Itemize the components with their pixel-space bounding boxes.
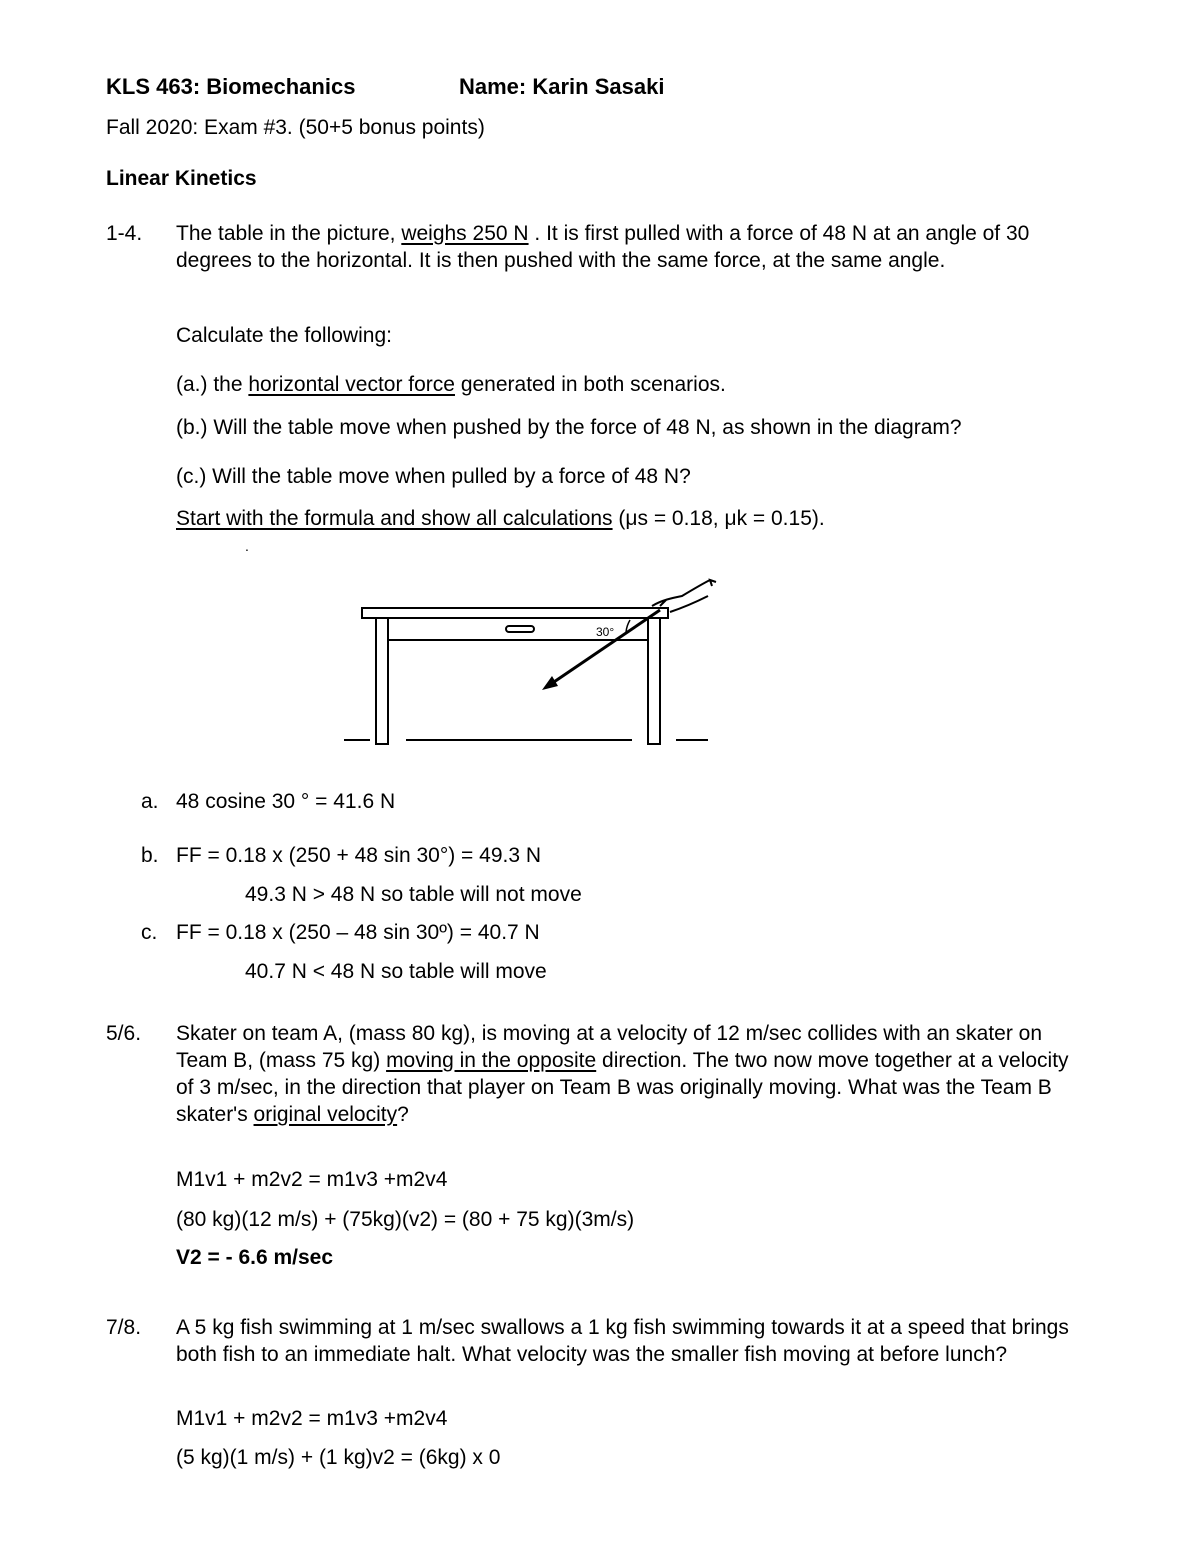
stray-dot: . [245, 538, 249, 554]
answer-c-note: 40.7 N < 48 N so table will move [245, 960, 547, 983]
table-leg-left [376, 618, 388, 744]
answer-b-note: 49.3 N > 48 N so table will not move [245, 883, 582, 906]
subquestion-c: (c.) Will the table move when pulled by a force of 48 N? [176, 465, 691, 488]
answer-a: 48 cosine 30 ° = 41.6 N [176, 790, 396, 813]
subquestion-b: (b.) Will the table move when pushed by the force of 48 N, as shown in the diagram? [176, 416, 962, 439]
question-text [176, 1020, 1071, 1128]
exam-info: Fall 2020: Exam #3. (50+5 bonus points) [106, 116, 485, 139]
force-arrow [548, 610, 660, 686]
equation: M1v1 + m2v2 = m1v3 +m2v4 [176, 1407, 448, 1430]
original-velocity-underlined: original velocity [253, 1103, 398, 1126]
question-number: 7/8. [106, 1316, 142, 1339]
coefficients: (μs = 0.18, μk = 0.15). [612, 507, 825, 530]
equation: (5 kg)(1 m/s) + (1 kg)v2 = (6kg) x 0 [176, 1446, 501, 1469]
subquestion-text: generated in both scenarios. [454, 373, 726, 396]
question-text-part: direction. The two now move together at a velocity of 3 m/sec, in the direction that player on Team B was originally moving. What was the Team B skater's [176, 1049, 1069, 1126]
question-number: 1-4. [106, 222, 143, 245]
arrow-head [542, 676, 558, 690]
answer-result: V2 = - 6.6 m/sec [176, 1246, 334, 1269]
question-text-part: The table in the picture, [176, 222, 402, 245]
formula-underlined: Start with the formula and show all calculations [176, 507, 613, 530]
course-title: KLS 463: Biomechanics [106, 74, 356, 99]
answer-b-label: b. [141, 844, 159, 867]
table-leg-right [648, 618, 660, 744]
question-text-part: ? [397, 1103, 409, 1126]
subquestion-text: (a.) the [176, 373, 249, 396]
table-diagram [330, 570, 730, 760]
answer-c: FF = 0.18 x (250 – 48 sin 30º) = 40.7 N [176, 921, 540, 944]
subquestion-a [176, 372, 726, 398]
answer-c-label: c. [141, 921, 158, 944]
drawer-handle [506, 626, 534, 632]
angle-label: 30° [596, 625, 615, 639]
tabletop [362, 608, 668, 618]
section-title: Linear Kinetics [106, 167, 257, 190]
equation: M1v1 + m2v2 = m1v3 +m2v4 [176, 1168, 448, 1191]
calc-instruction: Calculate the following: [176, 324, 392, 347]
question-number: 5/6. [106, 1022, 142, 1045]
question-text: A 5 kg fish swimming at 1 m/sec swallows a 1 kg fish swimming towards it at a speed that brings both fish to an immediate halt. What velocity was the smaller fish moving at before lunch? [176, 1316, 1069, 1366]
student-name: Name: Karin Sasaki [459, 74, 665, 99]
question-text-part: . It is first pulled with a force of 48 N at an angle of 30 degrees to the horizontal. It is then pushed with the same force, at the same angle. [176, 222, 1030, 272]
question-text-part: Skater on team A, (mass 80 kg), is moving at a velocity of 12 m/sec collides with an skater on Team B, (mass 75 kg) [176, 1022, 1043, 1072]
weight-underlined: weighs 250 N [401, 222, 529, 245]
formula-instruction [176, 506, 825, 532]
answer-a-label: a. [141, 790, 159, 813]
horizontal-force-underlined: horizontal vector force [248, 373, 455, 396]
answer-b: FF = 0.18 x (250 + 48 sin 30°) = 49.3 N [176, 844, 542, 867]
opposite-underlined: moving in the opposite [386, 1049, 597, 1072]
question-text [176, 220, 1066, 274]
equation: (80 kg)(12 m/s) + (75kg)(v2) = (80 + 75 kg)(3m/s) [176, 1208, 635, 1231]
